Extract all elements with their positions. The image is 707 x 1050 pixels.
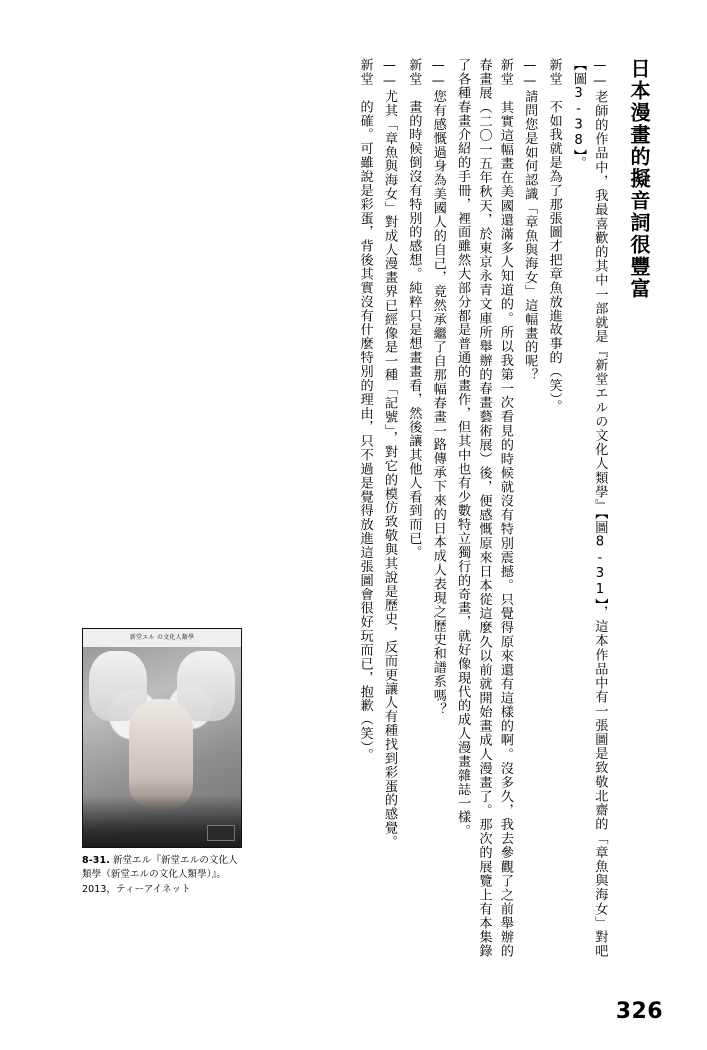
figure-cover-title: 新堂エル の文化人類學 — [83, 629, 241, 648]
figure-cover-logo — [207, 825, 235, 841]
figure-image — [82, 628, 242, 848]
paragraph: 新堂 的確。可雖說是彩蛋，背後其實沒有什麼特別的理由，只不過是覺得放進這張圖會很好玩而已，抱歉（笑）。 — [357, 58, 373, 762]
figure-block — [82, 628, 242, 897]
figure-caption — [82, 854, 242, 897]
paragraph: 新堂 其實這幅畫在美國還滿多人知道的。所以我第一次看見的時候就沒有特別震撼。只覺得原來還有這樣的啊。沒多久，我去參觀了之前舉辦的春畫展（二〇一五年秋天，於東京永青文庫所舉辦的春畫藝術展）後，便感慨原來日本從這麼久以前就開始畫成人漫畫了。那次的展覽上有本集錄了各種春畫介紹的手冊，裡面雖然大部分都是普通的畫作，但其中也有少數特立獨行的奇畫，就好像現代的成人漫畫雜誌一樣。 — [455, 58, 513, 958]
paragraph: 新堂 畫的時候倒沒有特別的感想。純粹只是想畫畫看，然後讓其他人看到而已。 — [406, 58, 422, 560]
figure-caption-text: 新堂エル『新堂エルの文化人類學（新堂エルの文化人類學）』。2013，ティーアイネット — [82, 855, 238, 895]
paragraph: ——您有感慨過身為美國人的自己，竟然承繼了自那幅春畫一路傳承下來的日本成人表現之歷史和譜系嗎？ — [430, 58, 446, 717]
page-number: 326 — [615, 999, 663, 1024]
paragraph: ——請問您是如何認識「章魚與海女」這幅畫的呢？ — [522, 58, 538, 382]
paragraph: 新堂 不如我就是為了那張圖才把章魚放進故事的（笑）。 — [546, 58, 562, 414]
page-title: 日本漫畫的擬音詞很豐富 — [627, 58, 651, 300]
figure-caption-number: 8-31. — [82, 855, 110, 866]
paragraph: ——尤其「章魚與海女」對成人漫畫界已經像是一種「記號」，對它的模仿致敬與其說是歷史，反而更讓人有種找到彩蛋的感覺。 — [382, 58, 398, 849]
figure-cover-character-center — [129, 699, 193, 809]
paragraph: ——老師的作品中，我最喜歡的其中一部就是『新堂エルの文化人類學』【圖8-31】，這本作品中有一張圖是致敬北齋的「章魚與海女」對吧【圖3-38】。 — [571, 58, 608, 958]
